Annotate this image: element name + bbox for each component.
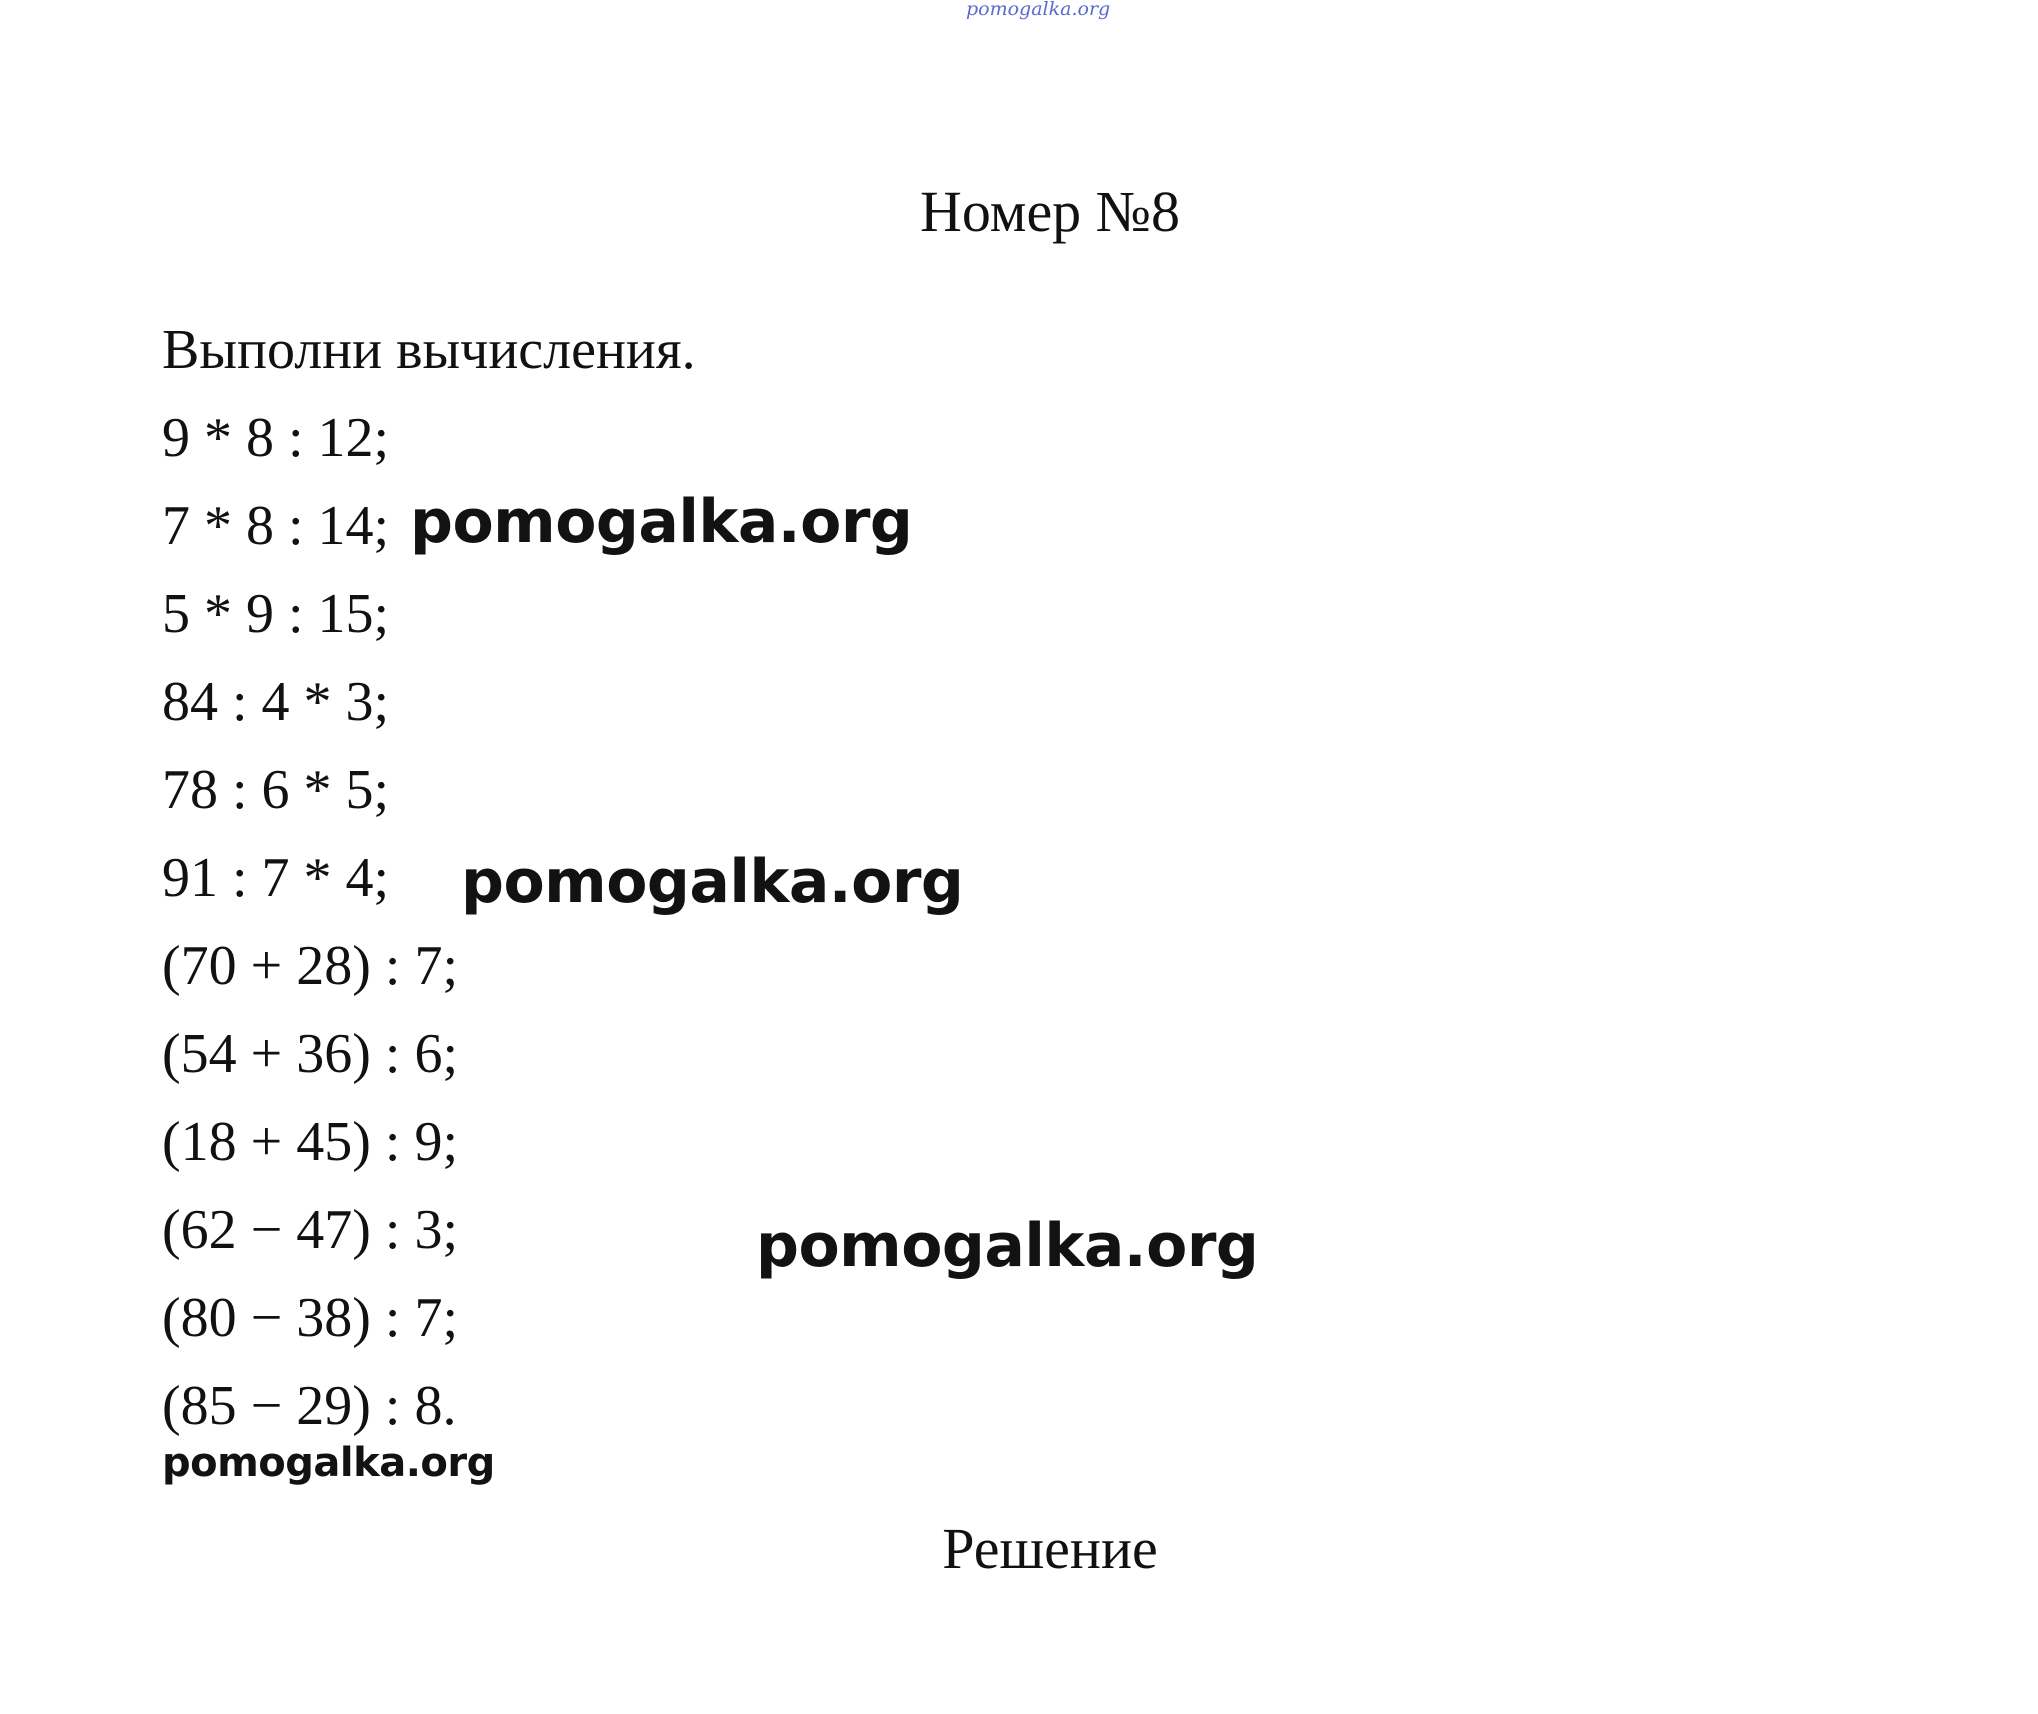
list-item: (54 + 36) : 6; [162,1023,458,1085]
watermark-2: pomogalka.org [461,847,964,917]
page-title: Номер №8 [919,179,1181,244]
task-instruction: Выполни вычисления. [162,319,696,381]
list-item: (80 − 38) : 7; [162,1287,458,1349]
list-item: 5 * 9 : 15; [162,583,390,645]
list-item: 9 * 8 : 12; [162,407,390,469]
list-item: 78 : 6 * 5; [162,759,390,821]
solution-heading: Решение [942,1516,1158,1581]
list-item: (18 + 45) : 9; [162,1111,458,1173]
list-item: (85 − 29) : 8. [162,1375,457,1437]
task-list [162,407,458,1466]
list-item: (62 − 47) : 3; [162,1199,458,1261]
watermark-top: pomogalka.org [966,0,1111,20]
watermark-4: pomogalka.org [162,1440,495,1486]
list-item: 7 * 8 : 14; [162,495,390,557]
watermark-1: pomogalka.org [410,487,913,557]
list-item: 84 : 4 * 3; [162,671,390,733]
watermark-3: pomogalka.org [756,1211,1259,1281]
list-item: 91 : 7 * 4; [162,847,390,909]
list-item: (70 + 28) : 7; [162,935,458,997]
